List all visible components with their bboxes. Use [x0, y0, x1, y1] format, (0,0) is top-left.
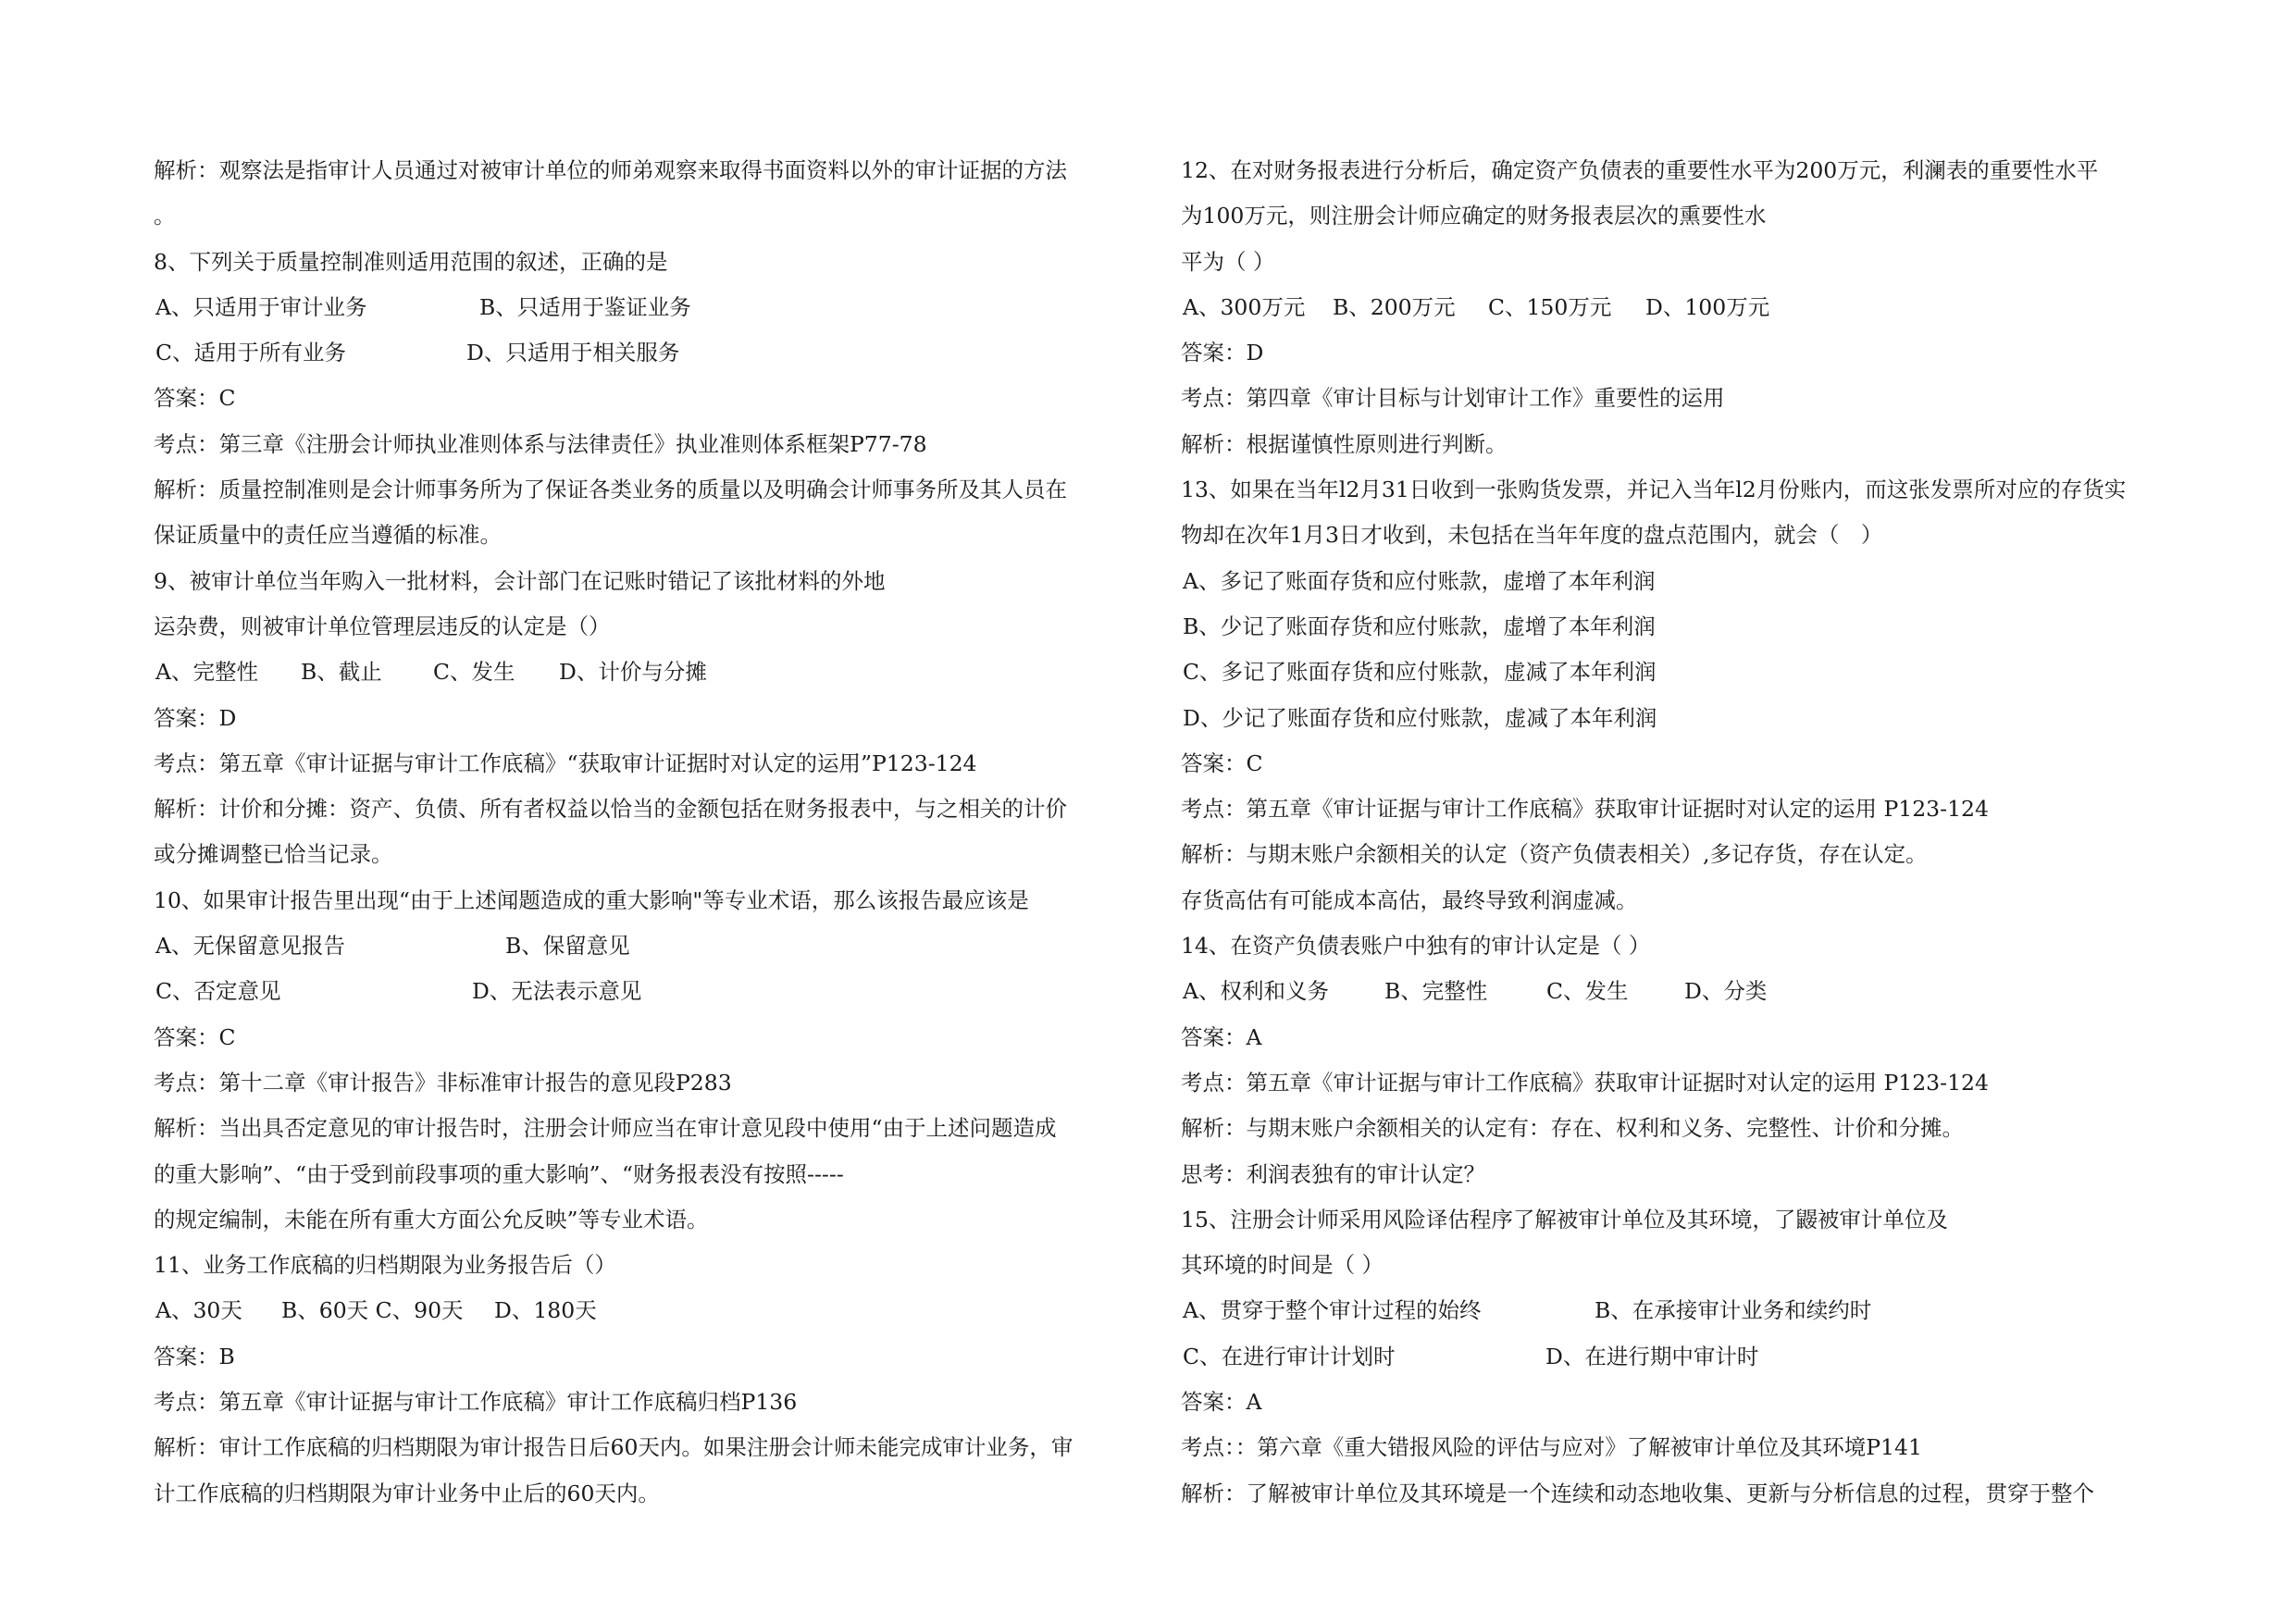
q10-analysis-line-2: 的重大影响”、“由于受到前段事项的重大影响”、“财务报表没有按照-----: [154, 1160, 844, 1187]
q13-option-d: D、少记了账面存货和应付账款，虚减了本年利润: [1183, 704, 1657, 731]
q15-question-line-2: 其环境的时间是（ ）: [1181, 1252, 1384, 1279]
q10-question: 10、如果审计报告里出现“由于上述闻题造成的重大影响"等专业术语，那么该报告最应该是: [154, 886, 1029, 913]
q9-option-b: B、截止: [301, 659, 382, 686]
q14-option-c: C、发生: [1546, 978, 1629, 1005]
q11-option-bc: B、60天 C、90天: [281, 1297, 464, 1324]
q9-question-line-2: 运杂费，则被审计单位管理层违反的认定是（）: [154, 613, 611, 639]
left-column: [154, 148, 1144, 1517]
q10-option-b: B、保留意见: [505, 933, 630, 960]
q13-question-line-1: 13、如果在当年l2月31日收到一张购货发票，并记入当年l2月份账内，而这张发票所对应的存货实: [1181, 477, 2127, 503]
q12-question-line-1: 12、在对财务报表进行分析后，确定资产负债表的重要性水平为200万元，利澜表的重要性水平: [1181, 157, 2099, 183]
q12-answer: 答案：D: [1181, 340, 1264, 366]
q10-analysis-line-3: 的规定编制，未能在所有重大方面公允反映”等专业术语。: [154, 1206, 709, 1233]
q15-question-line-1: 15、注册会计师采用风险译估程序了解被审计单位及其环境，了鼹被审计单位及: [1181, 1206, 1948, 1233]
q11-point: 考点：第五章《审计证据与审计工作底稿》审计工作底稿归档P136: [154, 1389, 798, 1416]
q14-analysis: 解析：与期末账户余额相关的认定有：存在、权利和义务、完整性、计价和分摊。: [1181, 1115, 1964, 1142]
q15-option-d: D、在进行期中审计时: [1545, 1343, 1759, 1369]
q9-point: 考点：第五章《审计证据与审计工作底稿》“获取审计证据时对认定的运用”P123-124: [154, 750, 977, 776]
q8-point: 考点：第三章《注册会计师执业准则体系与法律责任》执业准则体系框架P77-78: [154, 430, 927, 457]
q11-question: 11、业务工作底稿的归档期限为业务报告后（）: [154, 1252, 616, 1279]
q14-point: 考点：第五章《审计证据与审计工作底稿》获取审计证据时对认定的运用 P123-124: [1181, 1069, 1989, 1096]
q10-option-a: A、无保留意见报告: [155, 933, 345, 960]
q15-option-b: B、在承接审计业务和续约时: [1595, 1297, 1872, 1324]
q8-options-row-2: [154, 330, 1144, 376]
q14-options-row: [1181, 969, 2162, 1014]
q14-option-b: B、完整性: [1384, 978, 1488, 1005]
q7-analysis-line-1: 解析：观察法是指审计人员通过对被审计单位的师弟观察来取得书面资料以外的审计证据的方法: [154, 157, 1067, 183]
q8-option-c: C、适用于所有业务: [155, 340, 346, 366]
q9-analysis-line-2: 或分摊调整已恰当记录。: [154, 841, 393, 868]
right-column: [1181, 148, 2162, 1517]
q13-answer: 答案：C: [1181, 750, 1263, 776]
q8-options-row-1: [154, 285, 1144, 330]
q7-analysis-line-2: 。: [154, 203, 176, 229]
q12-option-d: D、100万元: [1645, 293, 1770, 320]
q8-analysis-line-2: 保证质量中的责任应当遵循的标准。: [154, 522, 502, 549]
q10-point: 考点：第十二章《审计报告》非标准审计报告的意见段P283: [154, 1069, 732, 1096]
q12-option-b: B、200万元: [1333, 293, 1456, 320]
q14-question: 14、在资产负债表账户中独有的审计认定是（ ）: [1181, 933, 1651, 960]
q13-option-a: A、多记了账面存货和应付账款，虚增了本年利润: [1183, 567, 1656, 594]
q13-analysis-line-1: 解析：与期末账户余额相关的认定（资产负债表相关）,多记存货，存在认定。: [1181, 841, 1928, 868]
q10-option-c: C、否定意见: [155, 978, 281, 1005]
q9-analysis-line-1: 解析：计价和分摊：资产、负债、所有者权益以恰当的金额包括在财务报表中，与之相关的计价: [154, 796, 1067, 823]
q14-option-a: A、权利和义务: [1183, 978, 1329, 1005]
q11-answer: 答案：B: [154, 1343, 235, 1369]
q13-point: 考点：第五章《审计证据与审计工作底稿》获取审计证据时对认定的运用 P123-124: [1181, 796, 1989, 823]
q12-point: 考点：第四章《审计目标与计划审计工作》重要性的运用: [1181, 385, 1725, 412]
q15-answer: 答案：A: [1181, 1389, 1262, 1416]
q11-options-row: [154, 1288, 1144, 1333]
q10-options-row-2: [154, 969, 1144, 1014]
q11-option-d: D、180天: [494, 1297, 597, 1324]
q11-option-a: A、30天: [155, 1297, 242, 1324]
q8-answer: 答案：C: [154, 385, 236, 412]
q15-options-row-1: [1181, 1288, 2162, 1333]
q11-analysis-line-2: 计工作底稿的归档期限为审计业务中止后的60天内。: [154, 1480, 660, 1506]
q13-question-line-2: 物却在次年1月3日才收到，未包括在当年年度的盘点范围内，就会（ ）: [1181, 522, 1883, 549]
q14-thinking: 思考：利润表独有的审计认定？: [1181, 1160, 1485, 1187]
q8-analysis-line-1: 解析：质量控制准则是会计师事务所为了保证各类业务的质量以及明确会计师事务所及其人员在: [154, 477, 1067, 503]
q13-option-b: B、少记了账面存货和应付账款，虚增了本年利润: [1183, 613, 1656, 639]
q15-options-row-2: [1181, 1334, 2162, 1380]
q10-options-row-1: [154, 923, 1144, 969]
q10-option-d: D、无法表示意见: [472, 978, 642, 1005]
q8-option-b: B、只适用于鉴证业务: [479, 293, 691, 320]
q9-options-row: [154, 650, 1144, 695]
q13-analysis-line-2: 存货高估有可能成本高估，最终导致利润虚减。: [1181, 886, 1638, 913]
q9-option-a: A、完整性: [155, 659, 258, 686]
q11-analysis-line-1: 解析：审计工作底稿的归档期限为审计报告日后60天内。如果注册会计师未能完成审计业务，审: [154, 1434, 1074, 1461]
q8-option-d: D、只适用于相关服务: [466, 340, 680, 366]
q12-analysis: 解析：根据谨慎性原则进行判断。: [1181, 430, 1508, 457]
q15-option-c: C、在进行审计计划时: [1183, 1343, 1396, 1369]
q14-answer: 答案：A: [1181, 1023, 1262, 1050]
q8-question: 8、下列关于质量控制准则适用范围的叙述，正确的是: [154, 248, 668, 275]
q12-question-line-3: 平为（ ）: [1181, 248, 1275, 275]
q8-option-a: A、只适用于审计业务: [155, 293, 367, 320]
q9-answer: 答案：D: [154, 704, 237, 731]
q9-option-c: C、发生: [433, 659, 515, 686]
q12-option-a: A、300万元: [1183, 293, 1306, 320]
q12-options-row: [1181, 285, 2162, 330]
q10-answer: 答案：C: [154, 1023, 236, 1050]
q15-point: 考点：：第六章《重大错报风险的评估与应对》了解被审计单位及其环境P141: [1181, 1434, 1922, 1461]
q14-option-d: D、分类: [1684, 978, 1768, 1005]
q12-question-line-2: 为100万元，则注册会计师应确定的财务报表层次的熏要性水: [1181, 203, 1767, 229]
q15-analysis-line-1: 解析：了解被审计单位及其环境是一个连续和动态地收集、更新与分析信息的过程，贯穿于整个: [1181, 1480, 2094, 1506]
q13-option-c: C、多记了账面存货和应付账款，虚减了本年利润: [1183, 659, 1657, 686]
q9-option-d: D、计价与分摊: [559, 659, 707, 686]
q12-option-c: C、150万元: [1488, 293, 1612, 320]
q9-question-line-1: 9、被审计单位当年购入一批材料，会计部门在记账时错记了该批材料的外地: [154, 567, 886, 594]
q15-option-a: A、贯穿于整个审计过程的始终: [1183, 1297, 1482, 1324]
q10-analysis-line-1: 解析：当出具否定意见的审计报告时，注册会计师应当在审计意见段中使用“由于上述问题造成: [154, 1115, 1057, 1142]
